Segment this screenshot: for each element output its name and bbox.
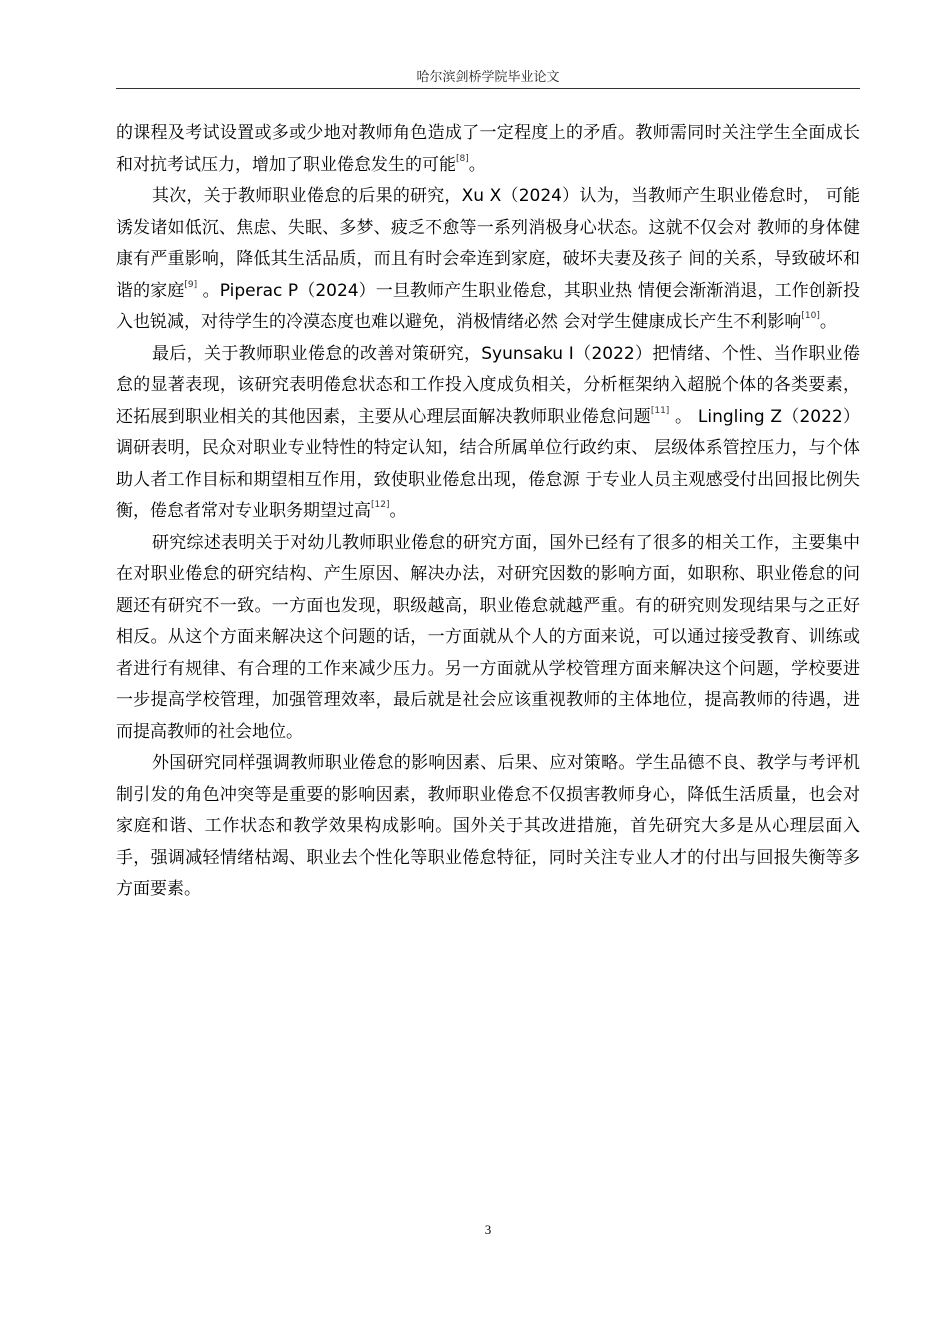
citation-8: [8]	[456, 153, 469, 164]
paragraph-1-text-1: 的课程及考试设置或多或少地对教师角色造成了一定程度上的矛盾。教师需同时关注学生全面成长和对抗考试压力，增加了职业倦怠发生的可能	[116, 123, 860, 175]
paragraph-3	[116, 339, 860, 528]
paragraph-2-text-3: 。	[819, 312, 837, 332]
paragraph-2-text-1: 其次，关于教师职业倦怠的后果的研究，Xu X（2024）认为，当教师产生职业倦怠时， 可能诱发诸如低沉、焦虑、失眠、多梦、疲乏不愈等一系列消极身心状态。这就不仅会对 教师的身体健康有严重影响，降低其生活品质，而且有时会牵连到家庭，破坏夫妻及孩子 间的关系，导致破坏和谐的家庭	[116, 186, 860, 301]
paragraph-3-text-1: 最后，关于教师职业倦怠的改善对策研究，Syunsaku I（2022）把情绪、个性、当作职业倦怠的显著表现，该研究表明倦怠状态和工作投入度成负相关，分析框架纳入超脱个体的各类要素，还拓展到职业相关的其他因素，主要从心理层面解决教师职业倦怠问题	[116, 343, 860, 427]
header-divider	[116, 88, 860, 89]
paragraph-5	[116, 748, 860, 906]
citation-9: [9]	[184, 279, 198, 290]
paragraph-2	[116, 181, 860, 339]
page-number: 3	[484, 1222, 492, 1237]
citation-12: [12]	[371, 500, 390, 510]
paragraph-1	[116, 118, 860, 181]
paragraph-4-text-1: 研究综述表明关于对幼儿教师职业倦怠的研究方面，国外已经有了很多的相关工作，主要集中在对职业倦怠的研究结构、产生原因、解决办法，对研究因数的影响方面，如职称、职业倦怠的问题还有研究不一致。一方面也发现，职级越高，职业倦怠就越严重。有的研究则发现结果与之正好相反。从这个方面来解决这个问题的话，一方面就从个人的方面来说，可以通过接受教育、训练或者进行有规律、有合理的工作来减少压力。另一方面就从学校管理方面来解决这个问题，学校要进一步提高学校管理，加强管理效率，最后就是社会应该重视教师的主体地位，提高教师的待遇，进而提高教师的社会地位。	[116, 532, 860, 742]
paragraph-5-text-1: 外国研究同样强调教师职业倦怠的影响因素、后果、应对策略。学生品德不良、教学与考评机制引发的角色冲突等是重要的影响因素，教师职业倦怠不仅损害教师身心，降低生活质量，也会对家庭和谐、工作状态和教学效果构成影响。国外关于其改进措施，首先研究大多是从心理层面入手，强调减轻情绪枯竭、职业去个性化等职业倦怠特征，同时关注专业人才的付出与回报失衡等多方面要素。	[116, 753, 860, 899]
paragraph-3-text-3: 。	[389, 501, 407, 521]
citation-10: [10]	[801, 311, 820, 321]
document-body	[116, 118, 860, 906]
citation-11: [11]	[650, 405, 670, 416]
paragraph-2-text-2: 。Piperac P（2024）一旦教师产生职业倦怠，其职业热 情便会渐渐消退，工作创新投入也锐减，对待学生的冷漠态度也难以避免，消极情绪必然 会对学生健康成长产生不利影响	[116, 280, 860, 332]
paragraph-4	[116, 528, 860, 749]
paragraph-1-text-2: 。	[468, 154, 486, 175]
paragraph-3-text-2: 。 Lingling Z（2022）调研表明，民众对职业专业特性的特定认知，结合所属单位行政约束、 层级体系管控压力，与个体助人者工作目标和期望相互作用，致使职业倦怠出现，倦怠源 于专业人员主观感受付出回报比例失衡，倦怠者常对专业职务期望过高	[116, 406, 860, 521]
header-title: 哈尔滨剑桥学院毕业论文	[416, 70, 560, 85]
page-header	[116, 66, 860, 85]
